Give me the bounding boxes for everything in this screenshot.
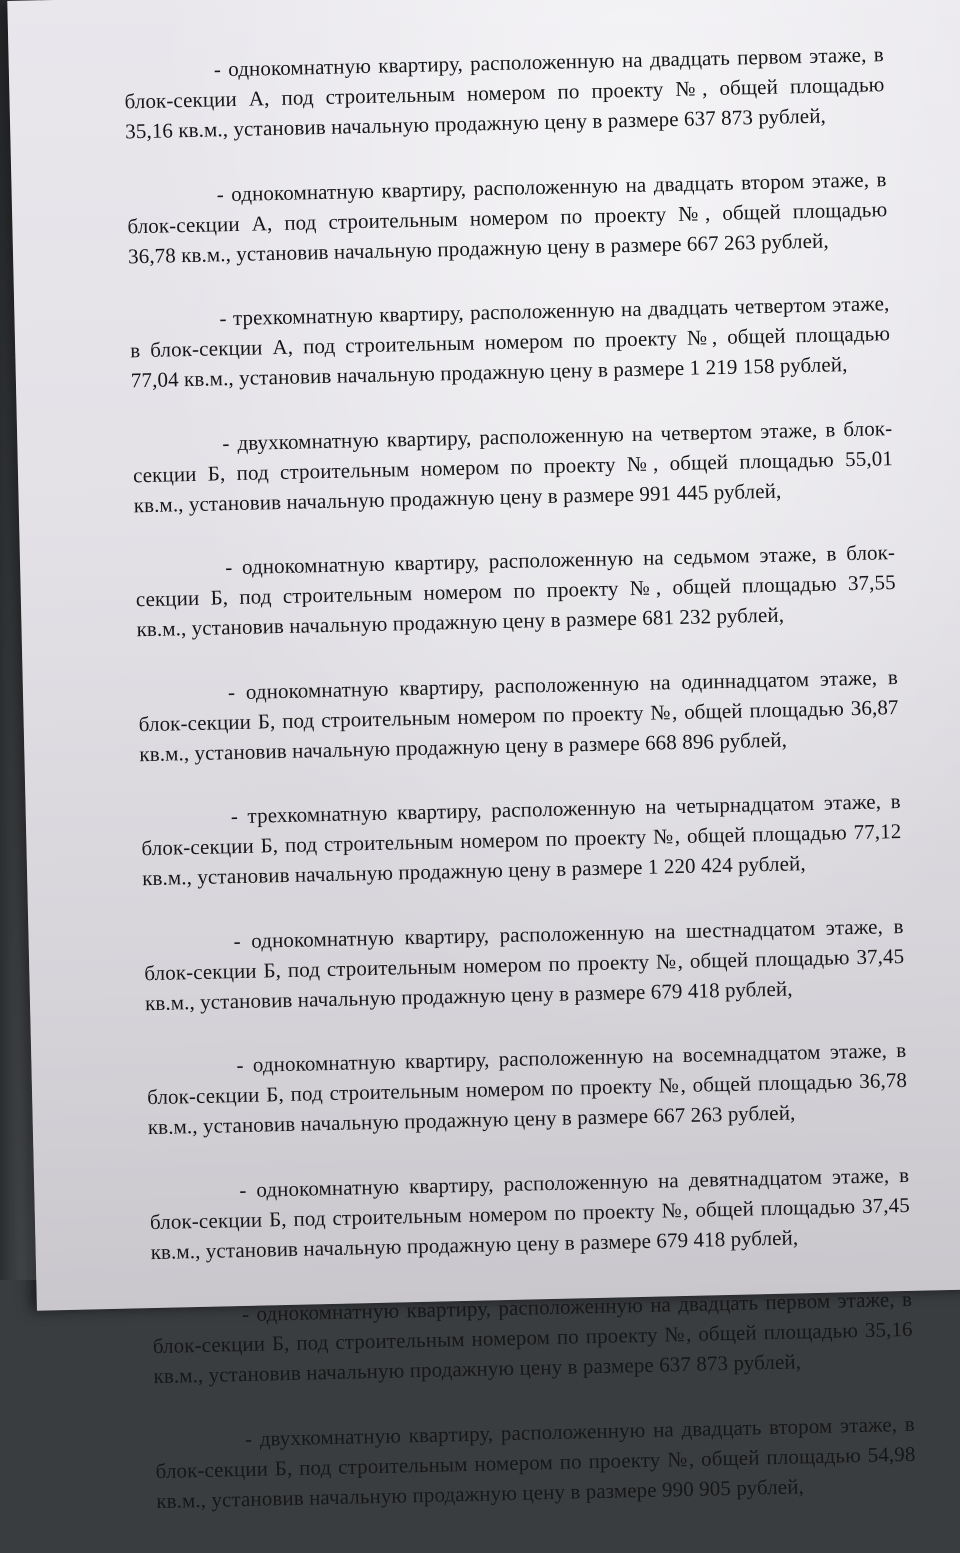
entry-line-2: блок-секции Б, под строительным номером по проекту №, общей площадью 37,45 xyxy=(144,943,905,985)
entry-line-1: - двухкомнатную квартиру, расположенную на четвертом этаже, в блок- xyxy=(222,415,893,455)
list-item xyxy=(135,537,897,644)
entry-line-1: - однокомнатную квартиру, расположенную на восемнадцатом этаже, в xyxy=(236,1037,907,1078)
entry-line-1: - однокомнатную квартиру, расположенную на двадцать втором этаже, в xyxy=(216,166,887,206)
entry-line-3: 77,04 кв.м., установив начальную продажную цену в размере 1 219 158 рублей, xyxy=(130,352,848,393)
entry-line-3: кв.м., установив начальную продажную цену в размере 990 905 рублей, xyxy=(156,1473,805,1513)
entry-line-2: блок-секции Б, под строительным номером по проекту №, общей площадью 36,78 xyxy=(146,1067,908,1110)
entry-line-1: - двухкомнатную квартиру, расположенную на двадцать втором этаже, в xyxy=(244,1411,916,1451)
entry-line-1: - однокомнатную квартиру, расположенную на двадцать первом этаже, в xyxy=(213,42,884,82)
entry-line-2: блок-секции Б, под строительным номером по проекту №, общей площадью 36,87 xyxy=(138,694,899,736)
entry-line-3: 36,78 кв.м., установив начальную продажную цену в размере 667 263 рублей, xyxy=(127,227,829,268)
entry-line-2: секции Б, под строительным номером по проекту №, общей площадью 37,55 xyxy=(135,570,896,612)
entry-line-2: блок-секции А, под строительным номером по проекту №, общей площадью xyxy=(124,72,885,114)
entry-line-2: блок-секции Б, под строительным номером по проекту №, общей площадью 54,98 xyxy=(155,1441,916,1483)
list-item xyxy=(129,288,891,395)
entry-line-3: кв.м., установив начальную продажную цену в размере 991 445 рублей, xyxy=(133,478,782,517)
entry-line-1: - однокомнатную квартиру, расположенную на девятнадцатом этаже, в xyxy=(239,1162,910,1202)
entry-line-2: блок-секции Б, под строительным номером по проекту №, общей площадью 77,12 xyxy=(141,818,902,861)
document-body xyxy=(124,39,918,1550)
entry-line-3: кв.м., установив начальную продажную цену в размере 679 418 рублей, xyxy=(150,1224,799,1264)
list-item xyxy=(146,1035,908,1142)
list-item xyxy=(152,1284,914,1391)
document-page xyxy=(7,0,960,1513)
entry-line-1: - однокомнатную квартиру, расположенную на седьмом этаже, в блок- xyxy=(224,540,896,580)
list-item xyxy=(149,1159,911,1266)
list-item xyxy=(132,413,894,520)
entry-line-1: - трехкомнатную квартиру, расположенную на двадцать четвертом этаже, xyxy=(219,291,890,331)
entry-line-3: кв.м., установив начальную продажную цену в размере 1 220 424 рублей, xyxy=(141,851,806,891)
list-item xyxy=(143,910,905,1017)
list-item xyxy=(124,39,886,146)
entry-line-1: - однокомнатную квартиру, расположенную на шестнадцатом этаже, в xyxy=(233,913,904,953)
list-item xyxy=(140,786,902,893)
entry-line-1: - однокомнатную квартиру, расположенную на одиннадцатом этаже, в xyxy=(227,664,899,704)
entry-line-2: блок-секции Б, под строительным номером по проекту №, общей площадью 37,45 xyxy=(149,1192,911,1234)
entry-line-2: блок-секции А, под строительным номером по проекту №, общей площадью xyxy=(127,196,888,238)
entry-line-3: кв.м., установив начальную продажную цену в размере 637 873 рублей, xyxy=(153,1349,802,1389)
list-item xyxy=(126,164,888,271)
entry-line-1: - трехкомнатную квартиру, расположенную на четырнадцатом этаже, в xyxy=(230,788,901,829)
entry-line-2: блок-секции Б, под строительным номером по проекту №, общей площадью 35,16 xyxy=(152,1316,913,1359)
entry-line-3: кв.м., установив начальную продажную цену в размере 668 896 рублей, xyxy=(139,727,788,766)
entry-line-3: кв.м., установив начальную продажную цену в размере 681 232 рублей, xyxy=(136,602,785,642)
entry-line-2: секции Б, под строительным номером по проекту №, общей площадью 55,01 xyxy=(132,445,894,487)
entry-line-3: кв.м., установив начальную продажную цену в размере 667 263 рублей, xyxy=(147,1100,796,1140)
entry-line-3: 35,16 кв.м., установив начальную продажную цену в размере 637 873 рублей, xyxy=(124,103,827,144)
list-item xyxy=(155,1408,917,1515)
entry-line-1: - однокомнатную квартиру, расположенную на двадцать первом этаже, в xyxy=(241,1286,913,1327)
list-item xyxy=(138,662,900,769)
entry-line-2: в блок-секции А, под строительным номером по проекту №, общей площадью xyxy=(129,321,891,363)
entry-line-3: кв.м., установив начальную продажную цену в размере 679 418 рублей, xyxy=(144,975,793,1015)
